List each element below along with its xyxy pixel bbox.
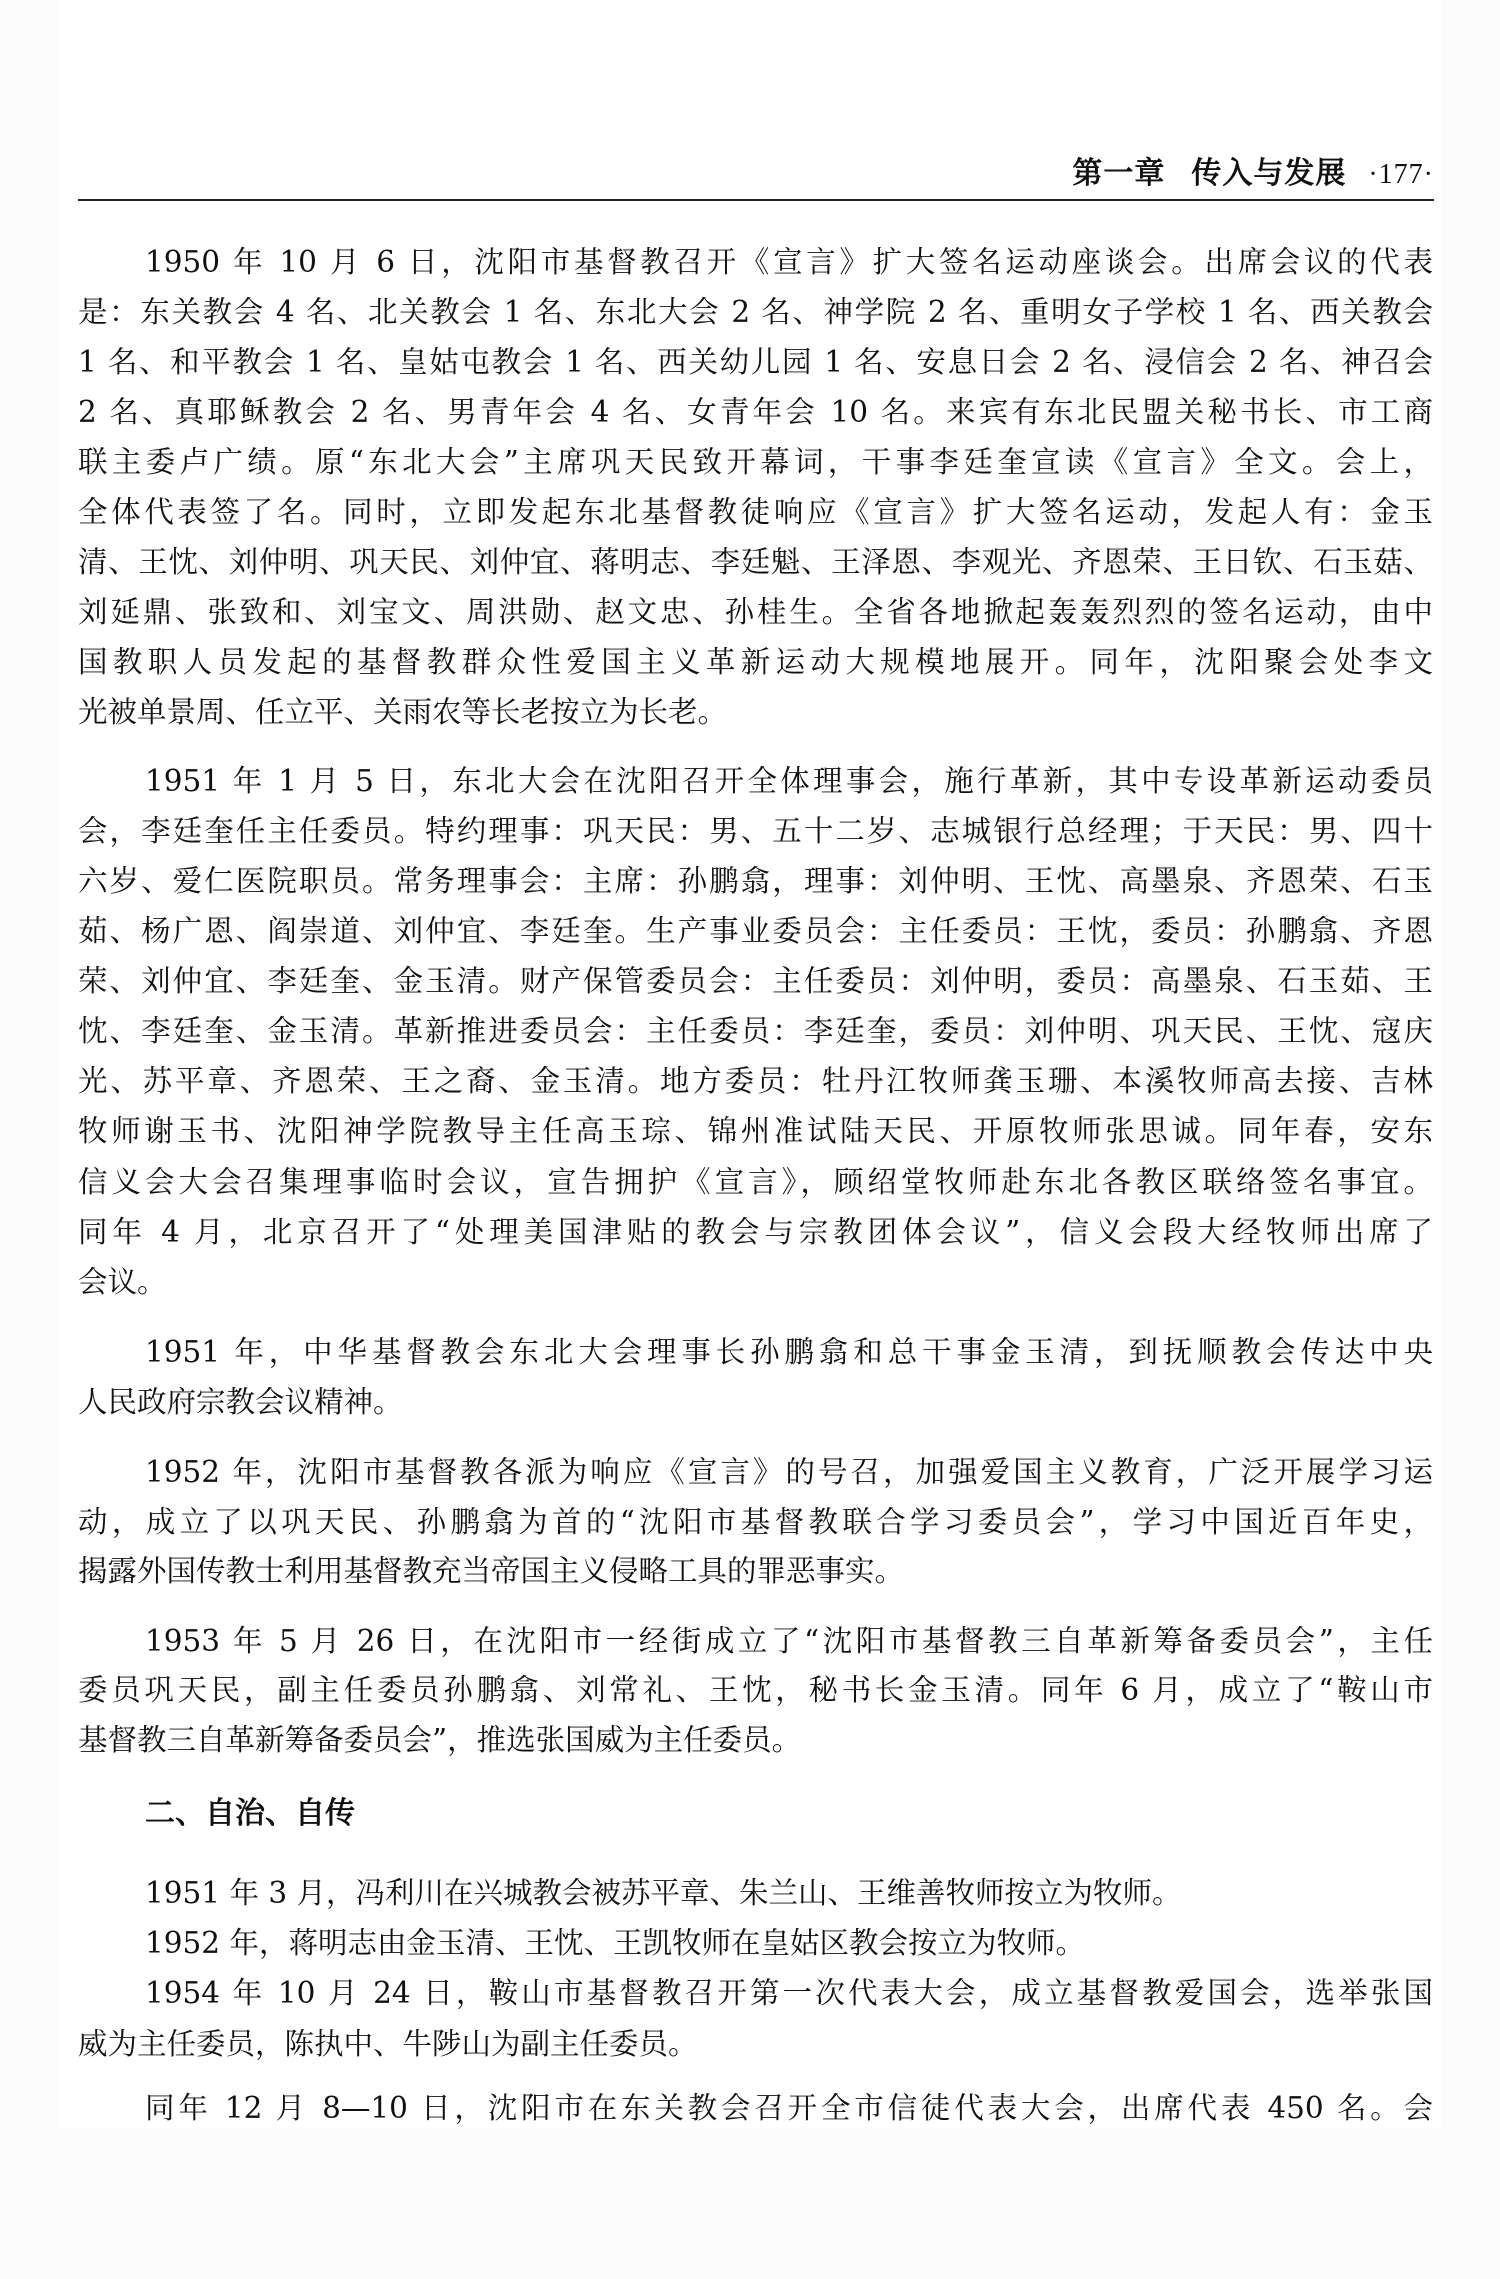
paragraph-line: 1952 年，蒋明志由金玉清、王忱、王凯牧师在皇姑区教会按立为牧师。 (145, 1926, 1085, 1960)
paragraph-line: 同年 4 月，北京召开了“处理美国津贴的教会与宗教团体会议”，信义会段大经牧师出席了 (78, 1215, 1433, 1249)
paragraph-line: 刘延鼎、张致和、刘宝文、周洪勋、赵文忠、孙桂生。全省各地掀起轰轰烈烈的签名运动，由中 (78, 595, 1433, 629)
paragraph-line: 揭露外国传教士利用基督教充当帝国主义侵略工具的罪恶事实。 (78, 1554, 905, 1588)
paragraph-line: 1952 年，沈阳市基督教各派为响应《宣言》的号召，加强爱国主义教育，广泛开展学习运 (145, 1455, 1433, 1489)
paragraph-line: 1950 年 10 月 6 日，沈阳市基督教召开《宣言》扩大签名运动座谈会。出席会议的代表 (145, 245, 1433, 279)
paragraph-line: 会议。 (78, 1265, 167, 1299)
paragraph-line: 六岁、爱仁医院职员。常务理事会：主席：孙鹏翕，理事：刘仲明、王忱、高墨泉、齐恩荣、石玉 (78, 864, 1433, 898)
paragraph-line: 光被单景周、任立平、关雨农等长老按立为长老。 (78, 695, 728, 729)
paragraph-line: 基督教三自革新筹备委员会”，推选张国威为主任委员。 (78, 1723, 802, 1757)
paragraph-line: 国教职人员发起的基督教群众性爱国主义革新运动大规模地展开。同年，沈阳聚会处李文 (78, 645, 1433, 679)
paragraph-line: 同年 12 月 8—10 日，沈阳市在东关教会召开全市信徒代表大会，出席代表 450 名。会 (145, 2091, 1433, 2125)
paragraph-line: 荣、刘仲宜、李廷奎、金玉清。财产保管委员会：主任委员：刘仲明，委员：高墨泉、石玉茹、王 (78, 964, 1433, 998)
chapter-title: 传入与发展 (1191, 156, 1347, 191)
paragraph-line: 委员巩天民，副主任委员孙鹏翕、刘常礼、王忱，秘书长金玉清。同年 6 月，成立了“鞍山市 (78, 1673, 1433, 1707)
chapter-label: 第一章 (1072, 156, 1166, 191)
header-rule (78, 199, 1434, 201)
paragraph-line: 是：东关教会 4 名、北关教会 1 名、东北大会 2 名、神学院 2 名、重明女子学校 1 名、西关教会 (78, 295, 1433, 329)
paragraph-line: 动，成立了以巩天民、孙鹏翕为首的“沈阳市基督教联合学习委员会”，学习中国近百年史， (78, 1505, 1433, 1539)
running-head (0, 148, 1434, 192)
paragraph-line: 茹、杨广恩、阎崇道、刘仲宜、李廷奎。生产事业委员会：主任委员：王忱，委员：孙鹏翕、齐恩 (78, 914, 1433, 948)
paragraph-line: 忱、李廷奎、金玉清。革新推进委员会：主任委员：李廷奎，委员：刘仲明、巩天民、王忱、寇庆 (78, 1014, 1433, 1048)
paragraph-line: 威为主任委员，陈执中、牛陟山为副主任委员。 (78, 2027, 698, 2061)
paragraph-line: 光、苏平章、齐恩荣、王之裔、金玉清。地方委员：牡丹江牧师龚玉珊、本溪牧师高去接、吉林 (78, 1064, 1433, 1098)
paragraph-line: 牧师谢玉书、沈阳神学院教导主任高玉琮、锦州准试陆天民、开原牧师张思诚。同年春，安东 (78, 1114, 1433, 1148)
paragraph-line: 1951 年，中华基督教会东北大会理事长孙鹏翕和总干事金玉清，到抚顺教会传达中央 (145, 1335, 1433, 1369)
paragraph-line: 会，李廷奎任主任委员。特约理事：巩天民：男、五十二岁、志城银行总经理；于天民：男、四十 (78, 814, 1433, 848)
paragraph-line: 1 名、和平教会 1 名、皇姑屯教会 1 名、西关幼儿园 1 名、安息日会 2 名、浸信会 2 名、神召会 (78, 345, 1433, 379)
page-number: ·177· (1368, 159, 1434, 190)
paragraph-line: 信义会大会召集理事临时会议，宣告拥护《宣言》，顾绍堂牧师赴东北各教区联络签名事宜。 (78, 1165, 1433, 1199)
paragraph-line: 清、王忱、刘仲明、巩天民、刘仲宜、蒋明志、李廷魁、王泽恩、李观光、齐恩荣、王日钦、石玉菇、 (78, 545, 1433, 579)
paragraph-line: 1954 年 10 月 24 日，鞍山市基督教召开第一次代表大会，成立基督教爱国会，选举张国 (145, 1976, 1433, 2010)
paragraph-line: 联主委卢广绩。原“东北大会”主席巩天民致开幕词，干事李廷奎宣读《宣言》全文。会上， (78, 445, 1433, 479)
paragraph-line: 全体代表签了名。同时，立即发起东北基督教徒响应《宣言》扩大签名运动，发起人有：金玉 (78, 495, 1433, 529)
paragraph-line: 2 名、真耶稣教会 2 名、男青年会 4 名、女青年会 10 名。来宾有东北民盟关秘书长、市工商 (78, 395, 1433, 429)
paragraph-line: 1951 年 3 月，冯利川在兴城教会被苏平章、朱兰山、王维善牧师按立为牧师。 (145, 1876, 1182, 1910)
section-heading: 二、自治、自传 (145, 1796, 355, 1831)
paragraph-line: 1951 年 1 月 5 日，东北大会在沈阳召开全体理事会，施行革新，其中专设革新运动委员 (145, 764, 1433, 798)
paragraph-line: 1953 年 5 月 26 日，在沈阳市一经街成立了“沈阳市基督教三自革新筹备委员会”，主任 (145, 1624, 1433, 1658)
paragraph-line: 人民政府宗教会议精神。 (78, 1385, 403, 1419)
